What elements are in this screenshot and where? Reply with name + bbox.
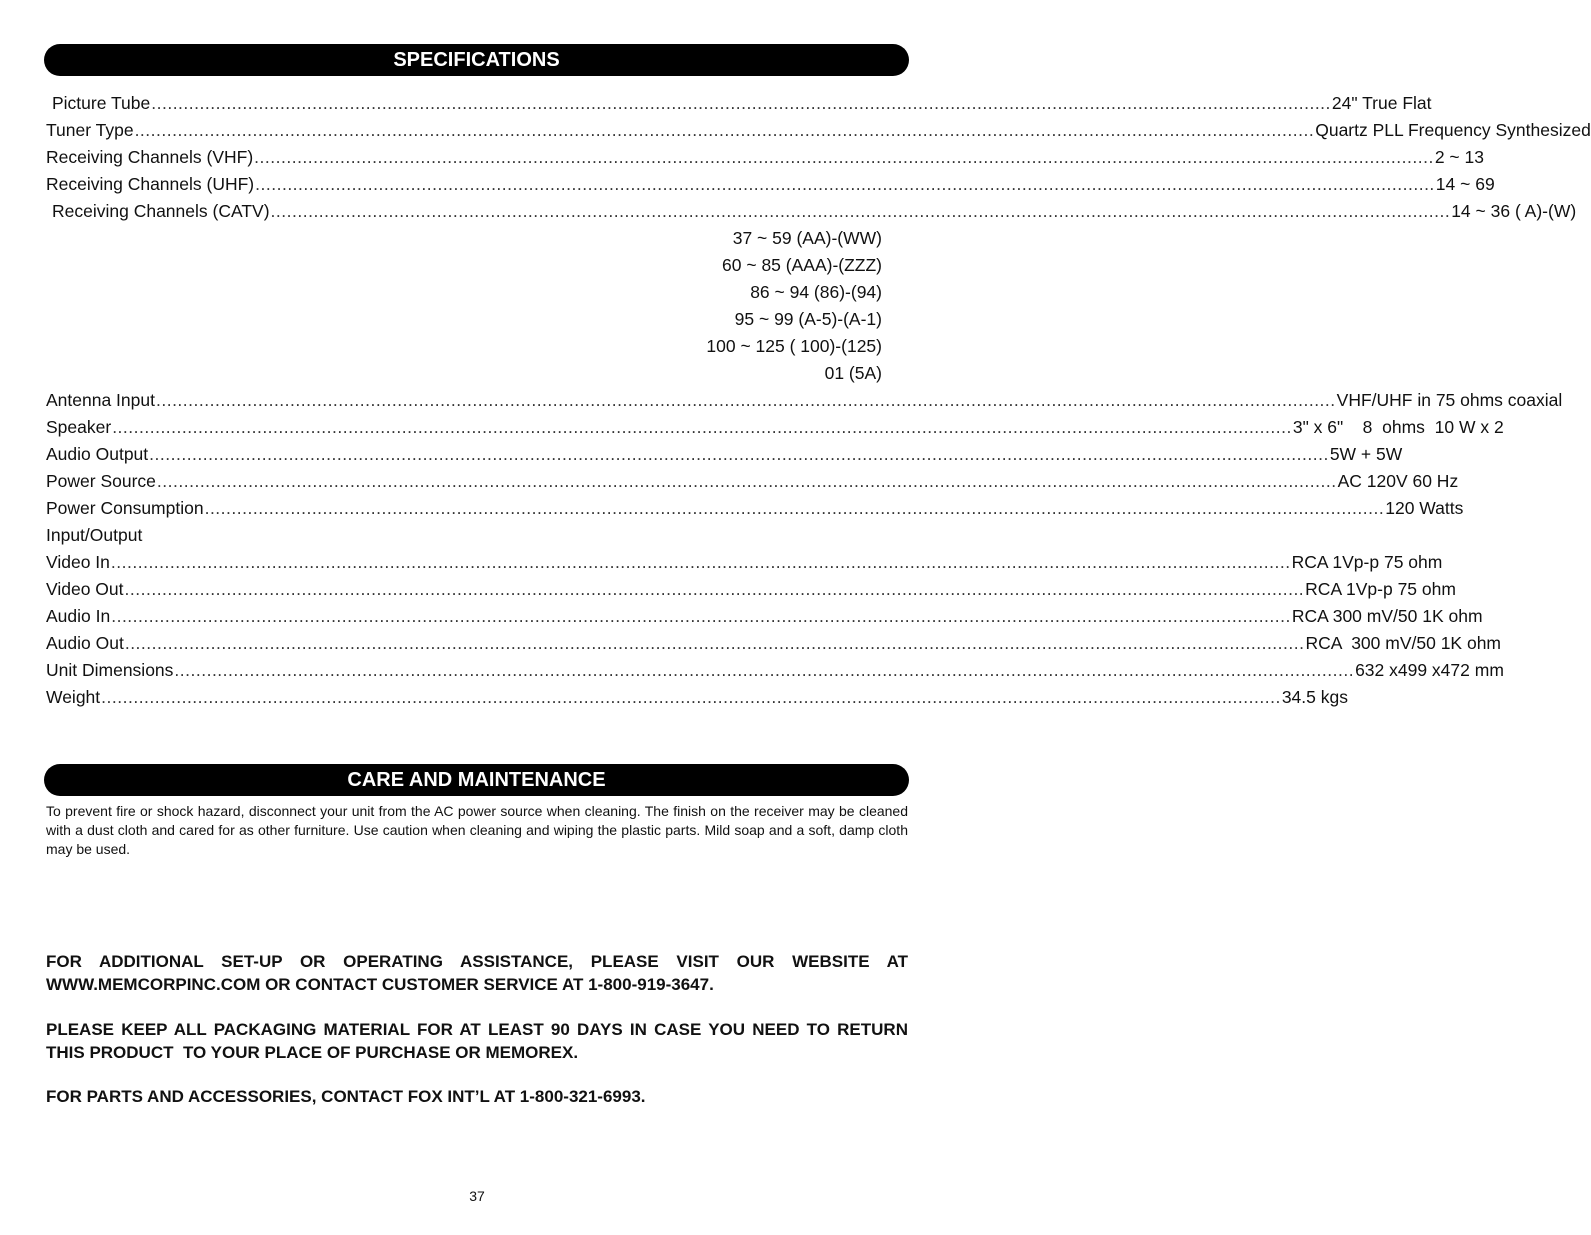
spec-label: Video Out [46,579,124,599]
spec-value: 3" x 6" 8 ohms 10 W x 2 [1292,417,1504,437]
dot-leader: ............................................................................................................................................................................................................................ [110,552,1291,572]
spec-value: 95 ~ 99 (A-5)-(A-1) [734,309,882,329]
spec-label: Power Consumption [46,498,204,518]
spec-label: Video In [46,552,110,572]
spec-value: VHF/UHF in 75 ohms coaxial [1336,390,1563,410]
spec-row-input-output [46,522,882,549]
spec-row-tuner-type [46,117,1591,144]
spec-row-audio-in [46,603,1483,630]
spec-value: 60 ~ 85 (AAA)-(ZZZ) [722,255,882,275]
spec-row-audio-output [46,441,1403,468]
dot-leader: ............................................................................................................................................................................................................................ [112,417,1292,437]
parts-notice: FOR PARTS AND ACCESSORIES, CONTACT FOX INT’L AT 1-800-321-6993. [46,1087,646,1106]
page-number: 37 [469,1188,485,1204]
dot-leader: ............................................................................................................................................................................................................................ [254,147,1434,167]
spec-value: 14 ~ 69 [1435,174,1495,194]
spec-row-catv-continued [46,252,882,279]
dot-leader: ............................................................................................................................................................................................................................ [155,390,1336,410]
spec-row-uhf [46,171,1495,198]
assistance-notice: FOR ADDITIONAL SET-UP OR OPERATING ASSISTANCE, PLEASE VISIT OUR WEBSITE AT WWW.MEMCORPINC.COM OR CONTACT CUSTOMER SERVICE AT 1-800-919-3647. [46,952,908,994]
spec-row-power-consumption [46,495,1464,522]
spec-row-video-out [46,576,1456,603]
spec-value: 5W + 5W [1329,444,1403,464]
spec-row-catv-continued [46,333,882,360]
spec-row-video-in [46,549,1443,576]
spec-value: 120 Watts [1385,498,1464,518]
spec-row-catv-continued [46,360,882,387]
packaging-notice: PLEASE KEEP ALL PACKAGING MATERIAL FOR AT LEAST 90 DAYS IN CASE YOU NEED TO RETURN THIS PRODUCT TO YOUR PLACE OF PURCHASE OR MEMOREX. [46,1020,913,1062]
spec-value: 14 ~ 36 ( A)-(W) [1451,201,1577,221]
spec-value: 37 ~ 59 (AA)-(WW) [732,228,882,248]
spec-value: Quartz PLL Frequency Synthesized [1315,120,1591,140]
spec-value: RCA 1Vp-p 75 ohm [1305,579,1456,599]
spec-value: 100 ~ 125 ( 100)-(125) [706,336,882,356]
spec-row-catv-continued [46,225,882,252]
spec-label: Weight [46,687,101,707]
dot-leader: ............................................................................................................................................................................................................................ [101,687,1281,707]
dot-leader: ............................................................................................................................................................................................................................ [270,201,1451,221]
care-maintenance-text: To prevent fire or shock hazard, disconnect your unit from the AC power source when cleaning. The finish on the receiver may be cleaned with a dust cloth and cared for as other furniture. Use caution when cleaning and wiping the plastic parts. Mild soap and a soft, damp cloth may be used. [46,803,908,857]
dot-leader: ............................................................................................................................................................................................................................ [255,174,1435,194]
specifications-list [46,90,1591,711]
dot-leader: ............................................................................................................................................................................................................................ [124,579,1305,599]
spec-label: Receiving Channels (UHF) [46,174,255,194]
spec-value: 86 ~ 94 (86)-(94) [750,282,882,302]
specifications-heading: SPECIFICATIONS [44,44,909,76]
spec-label: Receiving Channels (CATV) [52,201,270,221]
dot-leader: ............................................................................................................................................................................................................................ [111,606,1291,626]
dot-leader: ............................................................................................................................................................................................................................ [134,120,1315,140]
spec-row-power-source [46,468,1459,495]
spec-label: Audio Out [46,633,124,653]
spec-value: RCA 300 mV/50 1K ohm [1305,633,1502,653]
spec-row-catv [46,198,1577,225]
spec-row-weight [46,684,1348,711]
spec-row-audio-out [46,630,1502,657]
dot-leader: ............................................................................................................................................................................................................................ [149,444,1329,464]
care-maintenance-heading: CARE AND MAINTENANCE [44,764,909,796]
dot-leader: ............................................................................................................................................................................................................................ [124,633,1305,653]
spec-row-unit-dimensions [46,657,1504,684]
spec-value: 2 ~ 13 [1434,147,1484,167]
spec-label: Speaker [46,417,112,437]
dot-leader: ............................................................................................................................................................................................................................ [156,471,1337,491]
dot-leader: ............................................................................................................................................................................................................................ [174,660,1355,680]
spec-value: RCA 300 mV/50 1K ohm [1291,606,1483,626]
spec-value: 24" True Flat [1331,93,1432,113]
spec-row-picture-tube [46,90,1432,117]
spec-value: AC 120V 60 Hz [1337,471,1459,491]
spec-label: Tuner Type [46,120,134,140]
spec-label: Audio In [46,606,111,626]
spec-row-catv-continued [46,279,882,306]
spec-label: Picture Tube [52,93,151,113]
spec-value: 632 x499 x472 mm [1355,660,1504,680]
spec-label: Unit Dimensions [46,660,174,680]
spec-row-speaker [46,414,1504,441]
dot-leader: ............................................................................................................................................................................................................................ [204,498,1385,518]
spec-label: Audio Output [46,444,149,464]
spec-value: RCA 1Vp-p 75 ohm [1291,552,1443,572]
spec-value: 01 (5A) [824,363,882,383]
spec-label: Power Source [46,471,156,491]
spec-value: 34.5 kgs [1281,687,1348,707]
spec-row-vhf [46,144,1484,171]
spec-label: Antenna Input [46,390,155,410]
spec-label: Receiving Channels (VHF) [46,147,254,167]
spec-row-catv-continued [46,306,882,333]
dot-leader: ............................................................................................................................................................................................................................ [151,93,1331,113]
spec-row-antenna-input [46,387,1563,414]
spec-label: Input/Output [46,525,143,545]
